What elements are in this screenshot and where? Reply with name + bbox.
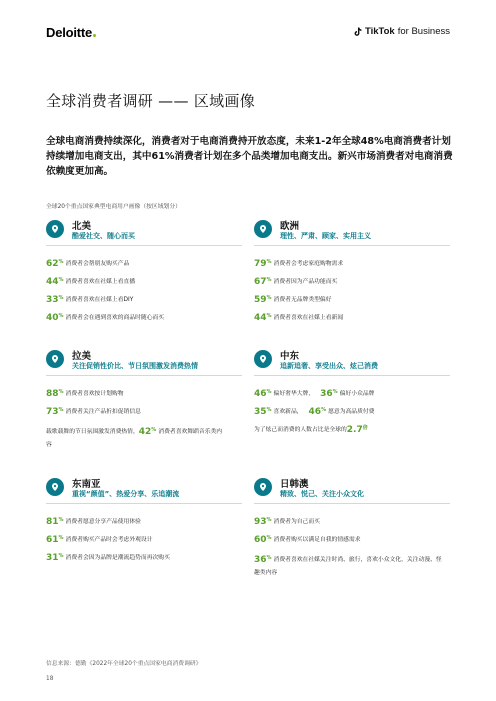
- region-europe: [254, 216, 450, 330]
- region-tagline: 关注促销性价比、节日氛围激发消费热情: [72, 362, 198, 370]
- page-header: [46, 24, 450, 44]
- source-note: 信息来源：德勤《2022年全球20个重点国家电商消费调研》: [46, 661, 202, 667]
- region-name: 东南亚: [72, 479, 101, 490]
- divider: [46, 375, 242, 376]
- region-southeast-asia: [46, 474, 242, 570]
- divider: [254, 375, 450, 376]
- stat-row: 73% 消费者关注产品折扣促销信息: [46, 407, 141, 417]
- stat-row: 为了炫己而消费的人数占比是全球的2.7倍: [254, 425, 368, 435]
- stat-row: 93% 消费者为自己而买: [254, 517, 320, 527]
- region-name: 北美: [72, 221, 92, 232]
- stat-row: 33% 消费者喜欢在社媒上看DIY: [46, 295, 134, 305]
- stat-row: 81% 消费者愿意分享产品使用体验: [46, 517, 141, 527]
- stat-row: 61% 消费者购买产品时会考虑外观设计: [46, 535, 153, 545]
- region-name: 中东: [280, 351, 300, 362]
- figure-caption: 全球20个重点国家典型电商用户画像（按区域划分）: [46, 204, 181, 210]
- region-name: 拉美: [72, 351, 92, 362]
- map-pin-icon: [254, 478, 272, 496]
- map-pin-icon: [46, 350, 64, 368]
- stat-row: 35% 喜欢新品， 46% 愿意为高品质付费: [254, 407, 375, 417]
- map-pin-icon: [46, 220, 64, 238]
- stat-paragraph: 36% 消费者喜欢在社媒关注时尚、旅行，喜欢小众文化，关注动漫、怪趣类内容: [254, 555, 442, 576]
- lead-paragraph: 全球电商消费持续深化，消费者对于电商消费持开放态度，未来1-2年全球48%电商消费者计划持续增加电商支出，其中61%消费者计划在多个品类增加电商支出。新兴市场消费者对电商消费依赖度更加高。: [46, 136, 453, 177]
- divider: [254, 503, 450, 504]
- tiktok-for-business-logo: TikTok for Business: [353, 26, 450, 37]
- region-name: 日韩澳: [280, 479, 309, 490]
- stat-row: 79% 消费者会考虑家庭购物需求: [254, 259, 344, 269]
- stat-row: 44% 消费者喜欢在社媒上看直播: [46, 277, 136, 287]
- stat-row: 40% 消费者会在遇到喜欢的商品时随心而买: [46, 313, 165, 323]
- deloitte-logo: Deloitte: [46, 25, 96, 40]
- region-tagline: 酷爱社交、随心而买: [72, 232, 135, 240]
- region-name: 欧洲: [280, 221, 300, 232]
- map-pin-icon: [254, 220, 272, 238]
- region-tagline: 追新追奢、享受出众、炫己消费: [280, 362, 378, 370]
- stat-row: 44% 消费者喜欢在社媒上看新闻: [254, 313, 344, 323]
- region-japan-korea-australia: [254, 474, 450, 580]
- region-tagline: 理性、严肃、顾家、实用主义: [280, 232, 371, 240]
- region-latin-america: [46, 346, 242, 452]
- tiktok-note-icon: [353, 27, 362, 37]
- stat-row: 60% 消费者购买以满足自我的情感需求: [254, 535, 361, 545]
- stat-row: 31% 消费者会因为品牌是潮流趋势而再次购买: [46, 553, 170, 563]
- divider: [46, 503, 242, 504]
- divider: [46, 245, 242, 246]
- logo-dot: [93, 34, 96, 37]
- stat-row: 62% 消费者会帮朋友购买产品: [46, 259, 130, 269]
- region-tagline: 重视“颜值”、热爱分享、乐追潮流: [72, 490, 180, 498]
- stat-paragraph: 载歌载舞的节日氛围激发消费热情，42% 消费者喜欢舞蹈音乐类内容: [46, 427, 223, 448]
- page-title: 全球消费者调研 —— 区域画像: [46, 92, 256, 110]
- stat-row: 46% 偏好奢华大牌， 36% 偏好小众品牌: [254, 389, 375, 399]
- divider: [254, 245, 450, 246]
- map-pin-icon: [254, 350, 272, 368]
- stat-row: 88% 消费者喜欢按计划购物: [46, 389, 124, 399]
- region-tagline: 精致、悦己、关注小众文化: [280, 490, 364, 498]
- page-number: 18: [46, 676, 54, 682]
- region-north-america: [46, 216, 242, 330]
- stat-row: 67% 消费者因为产品功能而买: [254, 277, 338, 287]
- stat-row: 59% 消费者无品牌类型偏好: [254, 295, 332, 305]
- region-middle-east: [254, 346, 450, 442]
- map-pin-icon: [46, 478, 64, 496]
